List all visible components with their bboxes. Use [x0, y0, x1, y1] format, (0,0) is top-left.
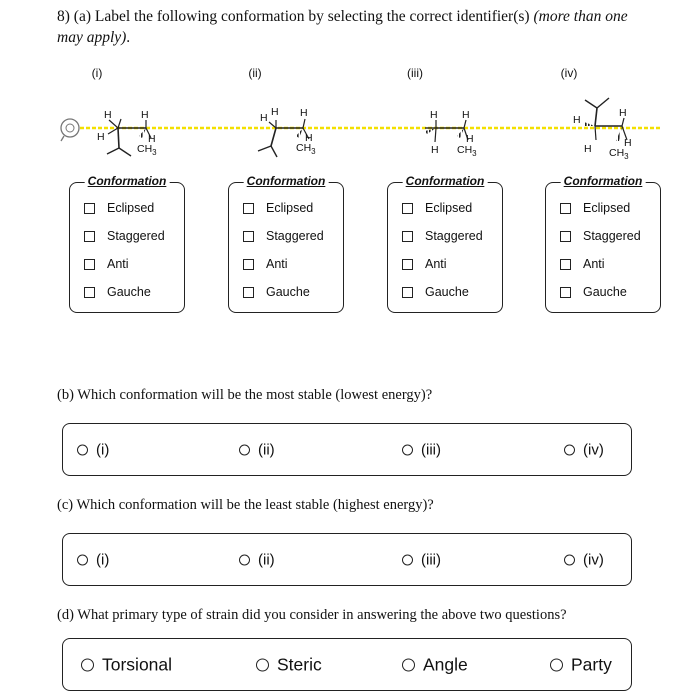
- checkbox-eclipsed[interactable]: Eclipsed: [84, 200, 154, 216]
- checkbox-square[interactable]: [402, 231, 413, 242]
- molecule-i: [97, 109, 157, 157]
- numeral-ii: (ii): [248, 66, 262, 80]
- radio-circle[interactable]: [402, 554, 413, 565]
- magnifier-icon[interactable]: [61, 119, 79, 141]
- checkbox-anti[interactable]: Anti: [402, 256, 447, 272]
- radio-circle[interactable]: [550, 658, 563, 671]
- atom-h: H: [104, 109, 112, 121]
- radio-option-iii[interactable]: (iii): [402, 441, 441, 458]
- radio-option-ii[interactable]: (ii): [239, 441, 275, 458]
- radio-option-iv[interactable]: (iv): [564, 551, 604, 568]
- checkbox-staggered[interactable]: Staggered: [243, 228, 324, 244]
- methyl-label: $CH_3$: [137, 143, 157, 157]
- checkbox-square[interactable]: [84, 203, 95, 214]
- atom-h: H: [305, 132, 313, 144]
- atom-h: H: [573, 114, 581, 126]
- checkbox-anti[interactable]: Anti: [560, 256, 605, 272]
- checkbox-gauche[interactable]: Gauche: [243, 284, 310, 300]
- checkbox-gauche[interactable]: Gauche: [560, 284, 627, 300]
- radio-option-iii[interactable]: (iii): [402, 551, 441, 568]
- checkbox-square[interactable]: [84, 259, 95, 270]
- checkbox-staggered[interactable]: Staggered: [402, 228, 483, 244]
- checkbox-anti[interactable]: Anti: [84, 256, 129, 272]
- strain-type-options: [62, 638, 632, 691]
- checkbox-eclipsed[interactable]: Eclipsed: [243, 200, 313, 216]
- radio-option-steric[interactable]: Steric: [256, 654, 322, 675]
- checkbox-square[interactable]: [243, 259, 254, 270]
- checkbox-eclipsed[interactable]: Eclipsed: [402, 200, 472, 216]
- radio-circle[interactable]: [402, 658, 415, 671]
- methyl-label: $CH_3$: [296, 142, 316, 156]
- atom-h: H: [300, 107, 308, 119]
- conformation-box-ii: [228, 174, 344, 313]
- conformation-title: Conformation: [561, 174, 646, 188]
- checkbox-square[interactable]: [243, 203, 254, 214]
- atom-h: H: [619, 107, 627, 119]
- checkbox-square[interactable]: [84, 287, 95, 298]
- atom-h: H: [466, 133, 474, 145]
- radio-circle[interactable]: [402, 444, 413, 455]
- radio-option-iv[interactable]: (iv): [564, 441, 604, 458]
- checkbox-square[interactable]: [402, 203, 413, 214]
- molecule-ii: [258, 106, 316, 157]
- atom-h: H: [260, 112, 268, 124]
- question-a-text: 8) (a) Label the following conformation by selecting the correct identifier(s) (more than one may apply).: [57, 8, 628, 46]
- numeral-iv: (iv): [560, 66, 578, 80]
- checkbox-square[interactable]: [560, 231, 571, 242]
- checkbox-square[interactable]: [243, 287, 254, 298]
- radio-circle[interactable]: [239, 444, 250, 455]
- radio-option-i[interactable]: (i): [77, 441, 109, 458]
- radio-circle[interactable]: [239, 554, 250, 565]
- checkbox-gauche[interactable]: Gauche: [402, 284, 469, 300]
- radio-circle[interactable]: [564, 444, 575, 455]
- conformation-title: Conformation: [403, 174, 488, 188]
- numeral-iii: (iii): [407, 66, 423, 80]
- molecule-iv: [573, 98, 632, 161]
- atom-h: H: [141, 109, 149, 121]
- checkbox-anti[interactable]: Anti: [243, 256, 288, 272]
- checkbox-square[interactable]: [402, 287, 413, 298]
- atom-h: H: [462, 109, 470, 121]
- question-d-text: (d) What primary type of strain did you consider in answering the above two questions?: [57, 607, 567, 623]
- atom-h: H: [148, 133, 156, 145]
- question-b-text: (b) Which conformation will be the most stable (lowest energy)?: [57, 387, 433, 403]
- checkbox-eclipsed[interactable]: Eclipsed: [560, 200, 630, 216]
- radio-circle[interactable]: [81, 658, 94, 671]
- molecule-iii: [425, 109, 477, 158]
- atom-h: H: [624, 137, 632, 149]
- radio-circle[interactable]: [77, 554, 88, 565]
- molecule-drawings: [0, 95, 677, 165]
- checkbox-square[interactable]: [560, 259, 571, 270]
- checkbox-square[interactable]: [402, 259, 413, 270]
- checkbox-staggered[interactable]: Staggered: [560, 228, 641, 244]
- atom-h: H: [430, 109, 438, 121]
- conformation-title: Conformation: [244, 174, 329, 188]
- checkbox-square[interactable]: [560, 287, 571, 298]
- checkbox-square[interactable]: [560, 203, 571, 214]
- conformation-box-i: [69, 174, 185, 313]
- radio-option-party[interactable]: Party: [550, 654, 612, 675]
- radio-circle[interactable]: [564, 554, 575, 565]
- least-stable-options: [62, 533, 632, 586]
- radio-option-torsional[interactable]: Torsional: [81, 654, 172, 675]
- numeral-i: (i): [91, 66, 103, 80]
- radio-option-angle[interactable]: Angle: [402, 654, 468, 675]
- atom-h: H: [584, 143, 592, 155]
- question-number: 8) (a): [57, 8, 91, 25]
- checkbox-square[interactable]: [84, 231, 95, 242]
- atom-h: H: [271, 106, 279, 118]
- radio-option-ii[interactable]: (ii): [239, 551, 275, 568]
- methyl-label: $CH_3$: [609, 147, 629, 161]
- atom-h: H: [431, 144, 439, 156]
- checkbox-square[interactable]: [243, 231, 254, 242]
- checkbox-staggered[interactable]: Staggered: [84, 228, 165, 244]
- radio-option-i[interactable]: (i): [77, 551, 109, 568]
- conformation-title: Conformation: [85, 174, 170, 188]
- question-a-body: Label the following conformation by selecting the correct identifier(s): [94, 8, 530, 25]
- atom-h: H: [97, 131, 105, 143]
- methyl-label: $CH_3$: [457, 144, 477, 158]
- question-c-text: (c) Which conformation will be the least stable (highest energy)?: [57, 497, 434, 513]
- most-stable-options: [62, 423, 632, 476]
- radio-circle[interactable]: [256, 658, 269, 671]
- question-a-note: (more than one may apply): [57, 8, 628, 46]
- conformation-box-iv: [545, 174, 661, 313]
- radio-circle[interactable]: [77, 444, 88, 455]
- conformation-box-iii: [387, 174, 503, 313]
- checkbox-gauche[interactable]: Gauche: [84, 284, 151, 300]
